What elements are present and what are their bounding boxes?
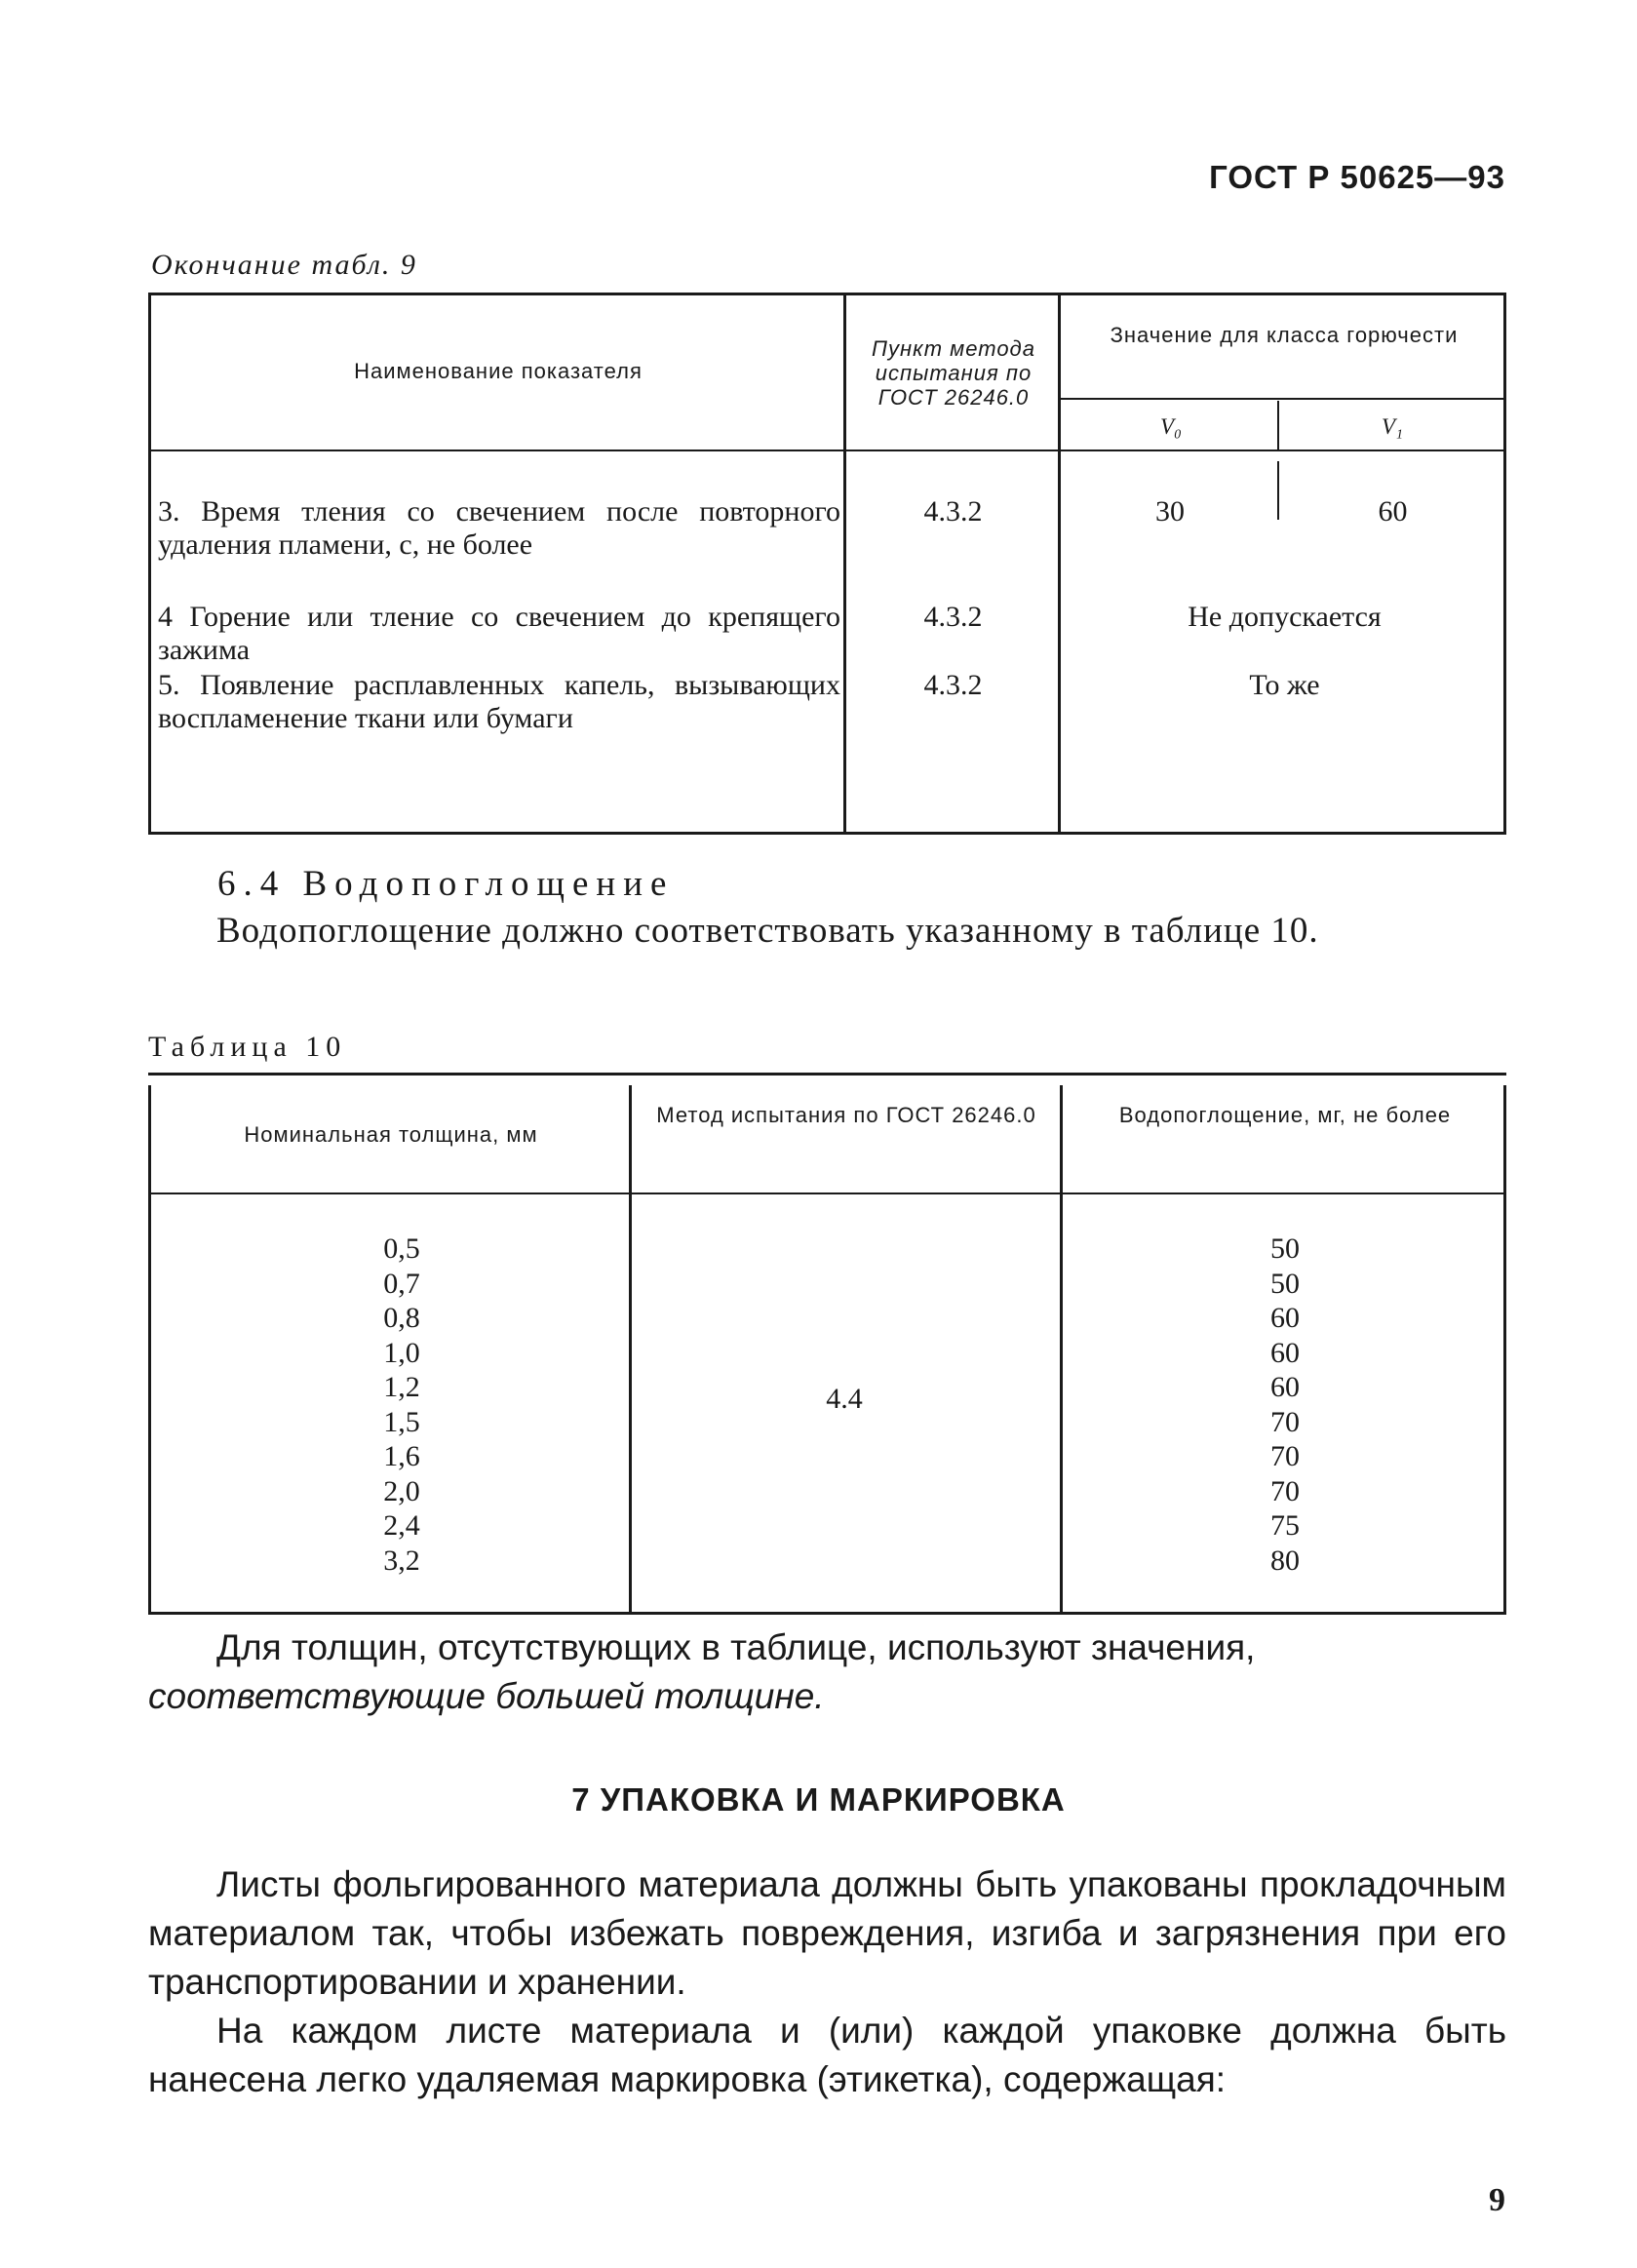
table10-method-value: 4.4 (826, 1383, 863, 1415)
table9-header-method: Пункт метода испытания по ГОСТ 26246.0 (872, 336, 1035, 410)
table10-note (148, 1623, 1506, 1721)
section-6-4-text: Водопоглощение должно соответствовать указанному в таблице 10. (216, 911, 1319, 951)
table9-header-subrule (1061, 398, 1506, 400)
section-6-4-title: 6.4 Водопоглощение (217, 864, 675, 904)
section-7-title: 7 УПАКОВКА И МАРКИРОВКА (571, 1781, 1066, 1818)
table10-thickness-cell: 1,5 (383, 1405, 420, 1438)
table10-absorption-cell: 60 (1270, 1371, 1300, 1403)
section-7-paragraph-2: На каждом листе материала и (или) каждой упаковке должна быть нанесена легко удаляемая маркировка (этикетка), содержащая: (148, 2011, 1506, 2099)
table10-thickness-cell: 0,7 (383, 1267, 420, 1300)
table10-divider-1 (629, 1085, 632, 1612)
table10-note-line2: соответствующие большей толщине. (148, 1676, 825, 1716)
table10-thickness-cell: 3,2 (383, 1544, 420, 1577)
table9-header-rule (148, 450, 1506, 451)
table10-thickness-cell: 1,0 (383, 1336, 420, 1369)
table9-row-v1: 60 (1378, 495, 1408, 528)
table10-header-thickness: Номинальная толщина, мм (244, 1122, 538, 1147)
table9-header-value-group: Значение для класса горючести (1110, 323, 1459, 347)
table10-border-left (148, 1085, 151, 1612)
table10-thickness-cell: 2,0 (383, 1474, 420, 1507)
doc-code-header: ГОСТ Р 50625—93 (1209, 159, 1505, 195)
table9-header-v0: V₀ (1159, 414, 1183, 439)
table10-absorption-cell: 75 (1270, 1509, 1300, 1542)
table10-header-absorption: Водопоглощение, мг, не более (1118, 1103, 1452, 1127)
table10-divider-2 (1060, 1085, 1063, 1612)
table9-border-right (1503, 295, 1506, 832)
table9-row-v0: 30 (1155, 495, 1185, 528)
table9-row-name: 5. Появление расплавленных капель, вызывающих воспламенение ткани или бумаги (158, 669, 840, 734)
page-number: 9 (1489, 2182, 1505, 2218)
table10-thickness-cell: 2,4 (383, 1509, 420, 1542)
table10-thickness-cell: 0,5 (383, 1232, 420, 1265)
table10-caption: Таблица 10 (148, 1031, 347, 1063)
table-9 (148, 293, 1506, 835)
table10-absorption-cell: 60 (1270, 1302, 1300, 1334)
table9-row-name: 3. Время тления со свечением после повторного удаления пламени, с, не более (158, 495, 840, 561)
table9-row-merged-value: Не допускается (1188, 601, 1382, 633)
table10-thickness-cell: 0,8 (383, 1302, 420, 1334)
table9-divider-2 (1058, 295, 1061, 832)
table10-note-line1: Для толщин, отсутствующих в таблице, используют значения, (216, 1627, 1256, 1667)
table10-absorption-cell: 70 (1270, 1440, 1300, 1472)
table10-thickness-cell: 1,2 (383, 1371, 420, 1403)
table9-row-method: 4.3.2 (923, 669, 983, 701)
table9-border-left (148, 295, 151, 832)
table10-absorption-cell: 50 (1270, 1232, 1300, 1265)
table9-continuation-label: Окончание табл. 9 (151, 249, 417, 281)
table9-header-v1: V₁ (1381, 414, 1404, 439)
table10-absorption-cell: 70 (1270, 1474, 1300, 1507)
table9-row-merged-value: То же (1249, 669, 1320, 701)
table10-border-right (1503, 1085, 1506, 1612)
table10-header-method: Метод испытания по ГОСТ 26246.0 (656, 1103, 1036, 1127)
table10-absorption-cell: 50 (1270, 1267, 1300, 1300)
table9-row-method: 4.3.2 (923, 495, 983, 528)
table10-thickness-column (343, 1232, 460, 1578)
table9-v-split-header (1277, 401, 1279, 450)
table10-absorption-cell: 80 (1270, 1544, 1300, 1577)
table9-header-name: Наименование показателя (354, 359, 643, 383)
table9-divider-1 (843, 295, 846, 832)
table10-thickness-cell: 1,6 (383, 1440, 420, 1472)
table-10 (148, 1073, 1506, 1615)
table9-row-name: 4 Горение или тление со свечением до крепящего зажима (158, 601, 840, 666)
table10-absorption-cell: 70 (1270, 1405, 1300, 1438)
table9-row-method: 4.3.2 (923, 601, 983, 633)
table10-absorption-column (1227, 1232, 1344, 1578)
section-7-paragraph-1: Листы фольгированного материала должны быть упакованы прокладочным материалом так, чтобы избежать повреждения, изгиба и загрязнения при его транспортировании и хранении. (148, 1864, 1506, 2002)
table10-absorption-cell: 60 (1270, 1336, 1300, 1369)
table10-header-rule (148, 1193, 1506, 1194)
